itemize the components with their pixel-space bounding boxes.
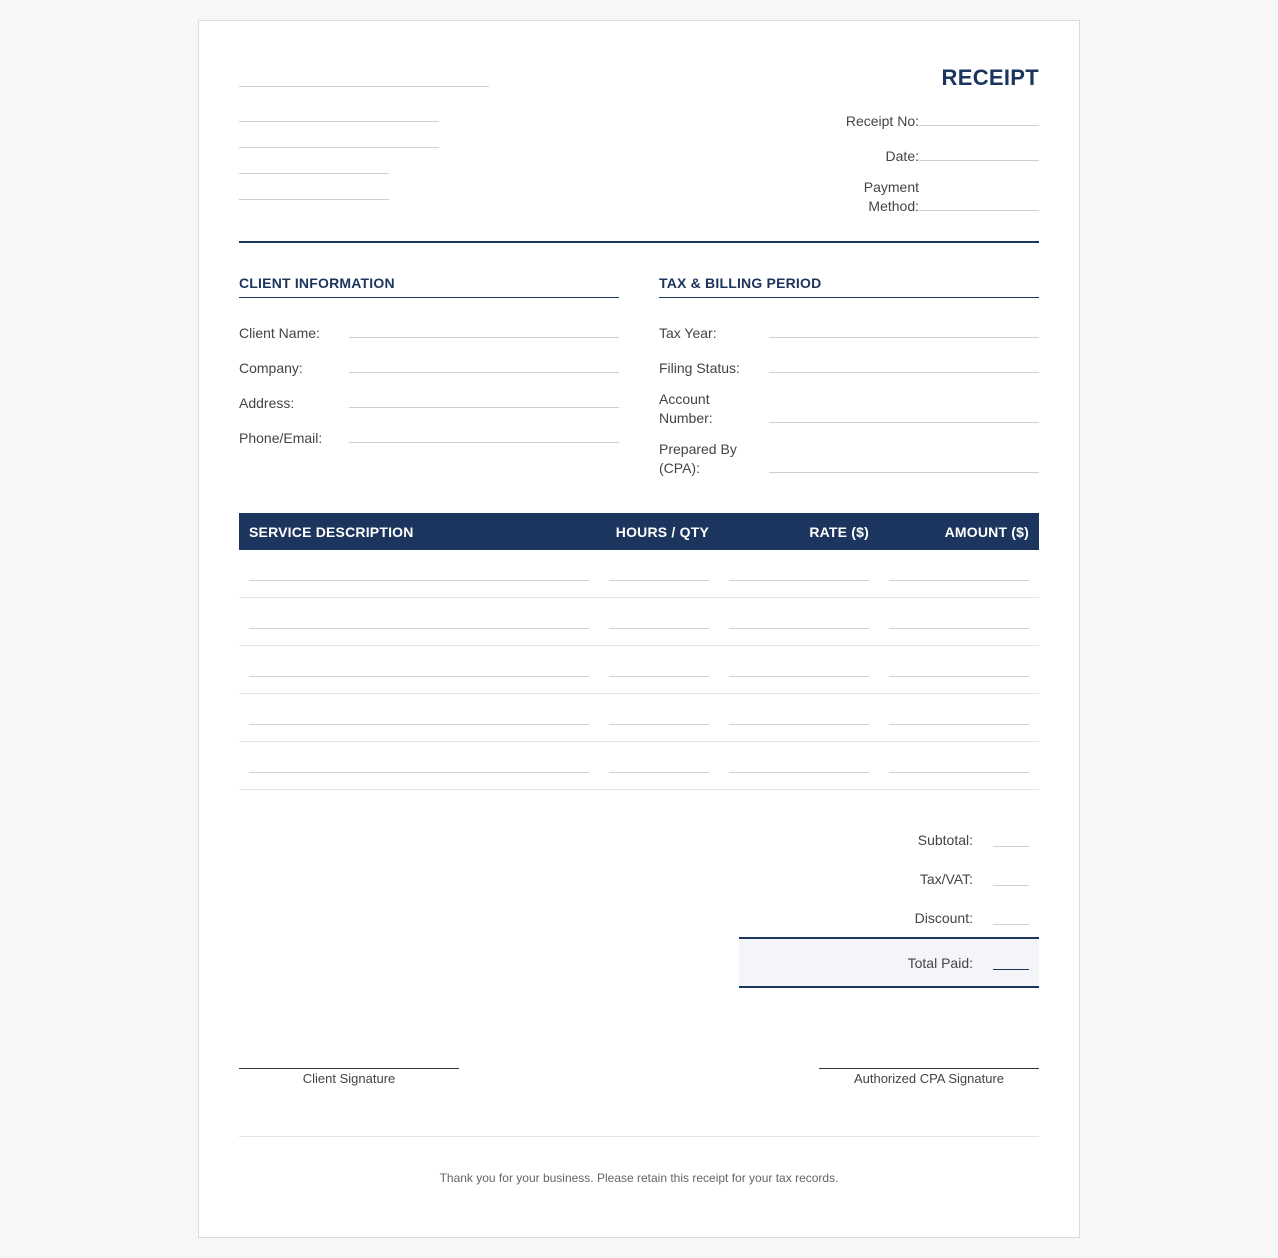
receipt-no-field[interactable]	[919, 125, 1039, 126]
tax-year-field[interactable]	[769, 337, 1039, 338]
subtotal-label: Subtotal:	[917, 832, 973, 848]
total-paid-box	[739, 937, 1039, 988]
client-name-field[interactable]	[349, 337, 619, 338]
client-name-label: Client Name:	[239, 325, 320, 341]
total-paid-field[interactable]	[993, 969, 1029, 970]
filing-status-field[interactable]	[769, 372, 1039, 373]
receipt-no-label: Receipt No:	[845, 113, 919, 129]
billing-heading: TAX & BILLING PERIOD	[659, 275, 822, 291]
row-4-description-field[interactable]	[249, 724, 589, 725]
footer-note: Thank you for your business. Please retain this receipt for your tax records.	[439, 1171, 839, 1185]
row-3-separator	[239, 693, 1039, 694]
row-3-qty-field[interactable]	[609, 676, 709, 677]
phone-email-field[interactable]	[349, 442, 619, 443]
row-5-qty-field[interactable]	[609, 772, 709, 773]
date-label: Date:	[885, 148, 919, 164]
company-name-line[interactable]	[239, 86, 489, 87]
row-1-qty-field[interactable]	[609, 580, 709, 581]
row-3-amount-field[interactable]	[889, 676, 1029, 677]
row-5-amount-field[interactable]	[889, 772, 1029, 773]
company-contact-line-2[interactable]	[239, 199, 389, 200]
row-4-qty-field[interactable]	[609, 724, 709, 725]
prepared-by-label-1: Prepared By	[659, 441, 737, 457]
account-number-label-1: Account	[659, 391, 710, 407]
row-2-rate-field[interactable]	[729, 628, 869, 629]
row-2-description-field[interactable]	[249, 628, 589, 629]
cpa-signature-label: Authorized CPA Signature	[853, 1071, 1005, 1086]
row-2-separator	[239, 645, 1039, 646]
payment-method-field[interactable]	[919, 210, 1039, 211]
row-1-separator	[239, 597, 1039, 598]
row-2-qty-field[interactable]	[609, 628, 709, 629]
total-paid-label: Total Paid:	[907, 955, 973, 971]
tax-year-label: Tax Year:	[659, 325, 717, 341]
col-hours-qty: HOURS / QTY	[615, 524, 709, 540]
footer-divider	[239, 1136, 1039, 1137]
row-4-amount-field[interactable]	[889, 724, 1029, 725]
col-rate: RATE ($)	[809, 524, 869, 540]
subtotal-field[interactable]	[993, 846, 1029, 847]
row-5-separator	[239, 789, 1039, 790]
row-5-description-field[interactable]	[249, 772, 589, 773]
tax-label: Tax/VAT:	[919, 871, 973, 887]
address-field[interactable]	[349, 407, 619, 408]
row-1-description-field[interactable]	[249, 580, 589, 581]
company-label: Company:	[239, 360, 303, 376]
company-address-line-2[interactable]	[239, 147, 439, 148]
payment-method-label-2: Method:	[868, 198, 919, 214]
receipt-page	[198, 20, 1080, 1238]
account-number-field[interactable]	[769, 422, 1039, 423]
row-1-amount-field[interactable]	[889, 580, 1029, 581]
company-field[interactable]	[349, 372, 619, 373]
payment-method-label-1: Payment	[863, 179, 919, 195]
billing-rule	[659, 297, 1039, 298]
discount-label: Discount:	[914, 910, 973, 926]
services-table-header	[239, 513, 1039, 550]
row-1-rate-field[interactable]	[729, 580, 869, 581]
col-service-description: SERVICE DESCRIPTION	[249, 524, 414, 540]
company-contact-line-1[interactable]	[239, 173, 389, 174]
client-signature-line[interactable]	[239, 1068, 459, 1069]
date-field[interactable]	[919, 160, 1039, 161]
discount-field[interactable]	[993, 924, 1029, 925]
row-3-description-field[interactable]	[249, 676, 589, 677]
tax-field[interactable]	[993, 885, 1029, 886]
prepared-by-field[interactable]	[769, 472, 1039, 473]
row-2-amount-field[interactable]	[889, 628, 1029, 629]
row-4-separator	[239, 741, 1039, 742]
address-label: Address:	[239, 395, 295, 411]
row-4-rate-field[interactable]	[729, 724, 869, 725]
row-5-rate-field[interactable]	[729, 772, 869, 773]
filing-status-label: Filing Status:	[659, 360, 740, 376]
company-address-line-1[interactable]	[239, 121, 439, 122]
cpa-signature-line[interactable]	[819, 1068, 1039, 1069]
client-info-heading: CLIENT INFORMATION	[239, 275, 395, 291]
phone-email-label: Phone/Email:	[239, 430, 323, 446]
client-info-rule	[239, 297, 619, 298]
col-amount: AMOUNT ($)	[944, 524, 1029, 540]
receipt-title: RECEIPT	[941, 65, 1039, 90]
client-signature-label: Client Signature	[302, 1071, 396, 1086]
row-3-rate-field[interactable]	[729, 676, 869, 677]
prepared-by-label-2: (CPA):	[659, 460, 700, 476]
header-divider	[239, 241, 1039, 243]
account-number-label-2: Number:	[659, 410, 713, 426]
